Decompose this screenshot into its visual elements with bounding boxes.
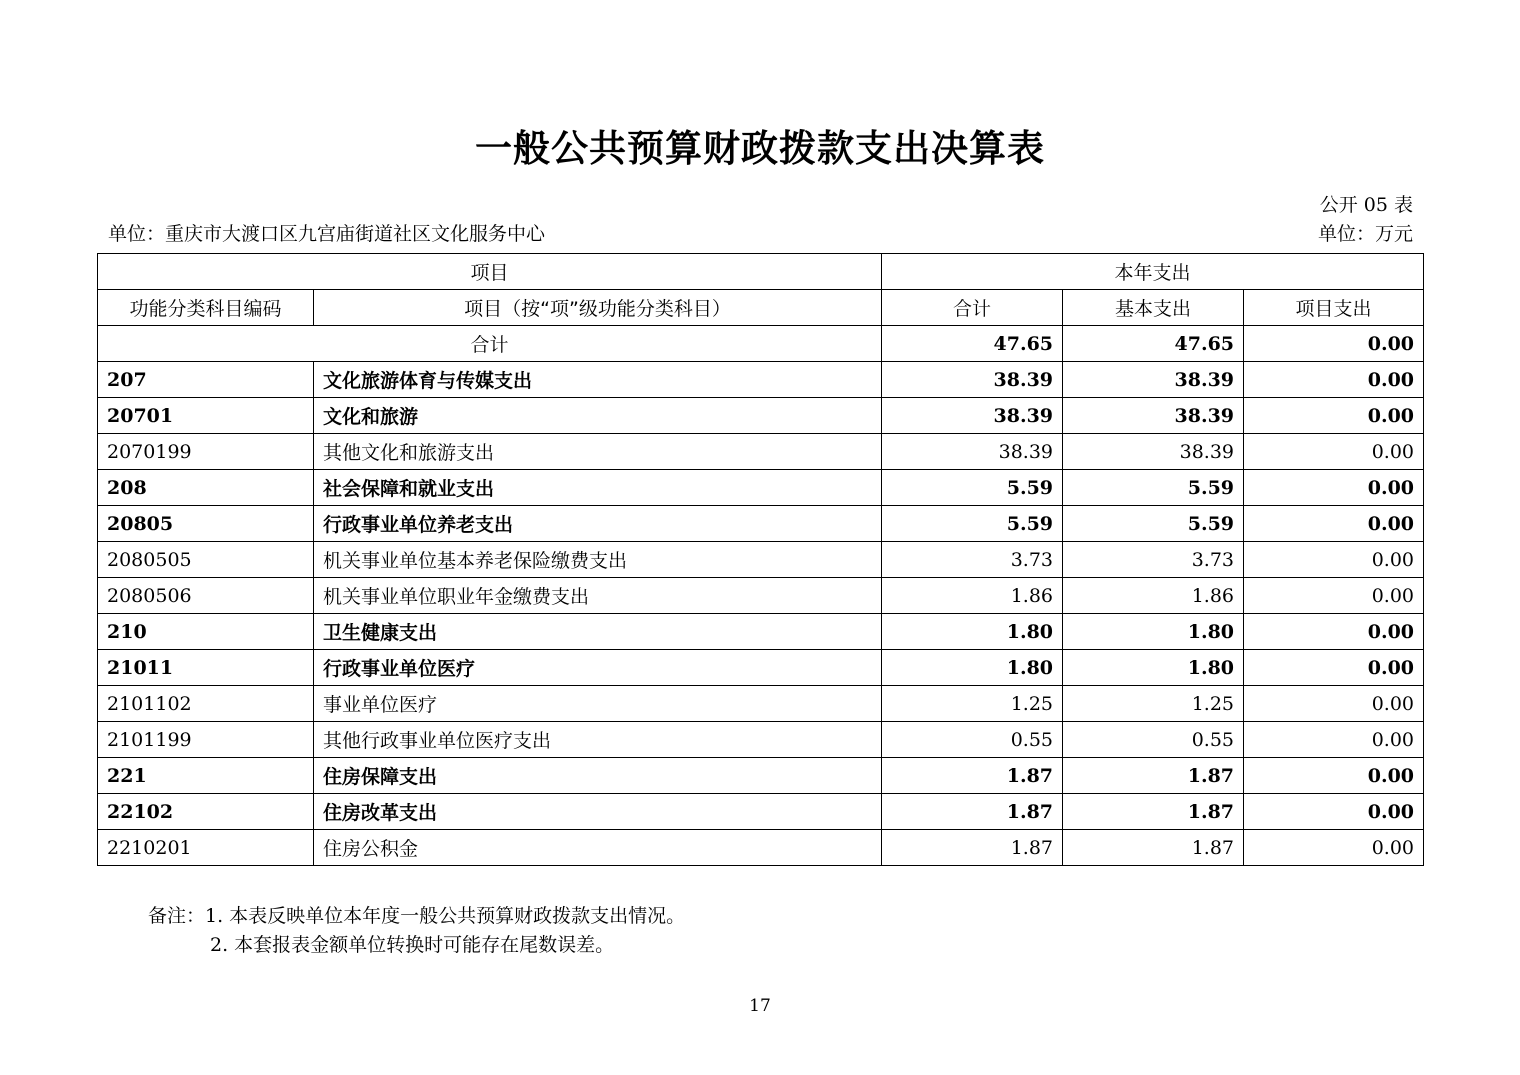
header-basic: 基本支出 (1063, 290, 1244, 326)
table-row (98, 830, 1424, 866)
table-row (98, 758, 1424, 794)
row-project: 0.00 (1244, 434, 1424, 470)
total-basic: 47.65 (1063, 326, 1244, 362)
row-code: 2101102 (98, 686, 314, 722)
row-basic: 38.39 (1063, 362, 1244, 398)
row-project: 0.00 (1244, 578, 1424, 614)
currency-unit: 单位：万元 (1317, 223, 1413, 245)
row-project: 0.00 (1244, 650, 1424, 686)
row-project: 0.00 (1244, 362, 1424, 398)
row-name: 文化旅游体育与传媒支出 (314, 362, 882, 398)
row-name: 住房保障支出 (314, 758, 882, 794)
page-number: 17 (749, 996, 771, 1016)
row-project: 0.00 (1244, 758, 1424, 794)
row-basic: 38.39 (1063, 398, 1244, 434)
row-name: 行政事业单位养老支出 (314, 506, 882, 542)
table-row (98, 578, 1424, 614)
header-item: 项目 (98, 254, 882, 290)
table-row (98, 362, 1424, 398)
total-total: 47.65 (882, 326, 1063, 362)
row-total: 1.86 (882, 578, 1063, 614)
row-project: 0.00 (1244, 722, 1424, 758)
row-code: 20805 (98, 506, 314, 542)
row-code: 210 (98, 614, 314, 650)
row-code: 2080506 (98, 578, 314, 614)
table-row (98, 506, 1424, 542)
note-2: 2. 本套报表金额单位转换时可能存在尾数误差。 (210, 934, 615, 956)
row-basic: 1.87 (1063, 830, 1244, 866)
row-total: 1.80 (882, 614, 1063, 650)
row-basic: 1.86 (1063, 578, 1244, 614)
note-1: 备注：1. 本表反映单位本年度一般公共预算财政拨款支出情况。 (148, 905, 686, 927)
row-code: 207 (98, 362, 314, 398)
total-project: 0.00 (1244, 326, 1424, 362)
row-code: 2101199 (98, 722, 314, 758)
row-name: 卫生健康支出 (314, 614, 882, 650)
row-code: 221 (98, 758, 314, 794)
row-project: 0.00 (1244, 830, 1424, 866)
table-row (98, 722, 1424, 758)
reporting-unit: 单位：重庆市大渡口区九宫庙街道社区文化服务中心 (108, 223, 546, 245)
row-basic: 1.80 (1063, 614, 1244, 650)
table-row (98, 398, 1424, 434)
row-total: 0.55 (882, 722, 1063, 758)
header-name: 项目（按“项”级功能分类科目） (314, 290, 882, 326)
row-total: 38.39 (882, 362, 1063, 398)
row-name: 其他行政事业单位医疗支出 (314, 722, 882, 758)
row-project: 0.00 (1244, 506, 1424, 542)
row-basic: 38.39 (1063, 434, 1244, 470)
row-total: 1.87 (882, 758, 1063, 794)
row-name: 文化和旅游 (314, 398, 882, 434)
row-project: 0.00 (1244, 614, 1424, 650)
row-total: 1.80 (882, 650, 1063, 686)
row-name: 住房改革支出 (314, 794, 882, 830)
row-basic: 1.87 (1063, 794, 1244, 830)
total-label: 合计 (98, 326, 882, 362)
row-project: 0.00 (1244, 794, 1424, 830)
header-project: 项目支出 (1244, 290, 1424, 326)
row-total: 5.59 (882, 506, 1063, 542)
header-row-sub (98, 290, 1424, 326)
table-row (98, 434, 1424, 470)
row-project: 0.00 (1244, 470, 1424, 506)
row-project: 0.00 (1244, 398, 1424, 434)
row-name: 住房公积金 (314, 830, 882, 866)
table-row (98, 614, 1424, 650)
table-row (98, 650, 1424, 686)
row-name: 机关事业单位基本养老保险缴费支出 (314, 542, 882, 578)
row-project: 0.00 (1244, 542, 1424, 578)
row-project: 0.00 (1244, 686, 1424, 722)
row-code: 2080505 (98, 542, 314, 578)
page-title: 一般公共预算财政拨款支出决算表 (475, 127, 1045, 170)
header-code: 功能分类科目编码 (98, 290, 314, 326)
row-code: 2070199 (98, 434, 314, 470)
row-name: 社会保障和就业支出 (314, 470, 882, 506)
row-basic: 0.55 (1063, 722, 1244, 758)
row-total: 38.39 (882, 398, 1063, 434)
row-basic: 3.73 (1063, 542, 1244, 578)
row-name: 其他文化和旅游支出 (314, 434, 882, 470)
header-total: 合计 (882, 290, 1063, 326)
table-row (98, 542, 1424, 578)
row-code: 20701 (98, 398, 314, 434)
row-name: 事业单位医疗 (314, 686, 882, 722)
row-total: 1.25 (882, 686, 1063, 722)
header-this-year: 本年支出 (882, 254, 1424, 290)
row-basic: 1.25 (1063, 686, 1244, 722)
row-code: 22102 (98, 794, 314, 830)
table-row (98, 794, 1424, 830)
expenditure-table (97, 253, 1424, 866)
row-basic: 5.59 (1063, 506, 1244, 542)
row-name: 行政事业单位医疗 (314, 650, 882, 686)
row-code: 21011 (98, 650, 314, 686)
row-basic: 5.59 (1063, 470, 1244, 506)
row-total: 1.87 (882, 794, 1063, 830)
row-code: 2210201 (98, 830, 314, 866)
row-total: 3.73 (882, 542, 1063, 578)
table-row (98, 470, 1424, 506)
row-code: 208 (98, 470, 314, 506)
total-row (98, 326, 1424, 362)
row-basic: 1.80 (1063, 650, 1244, 686)
form-number: 公开 05 表 (1319, 194, 1413, 216)
row-total: 1.87 (882, 830, 1063, 866)
row-name: 机关事业单位职业年金缴费支出 (314, 578, 882, 614)
row-basic: 1.87 (1063, 758, 1244, 794)
table-row (98, 686, 1424, 722)
row-total: 5.59 (882, 470, 1063, 506)
header-row-top (98, 254, 1424, 290)
notes (148, 902, 685, 960)
row-total: 38.39 (882, 434, 1063, 470)
